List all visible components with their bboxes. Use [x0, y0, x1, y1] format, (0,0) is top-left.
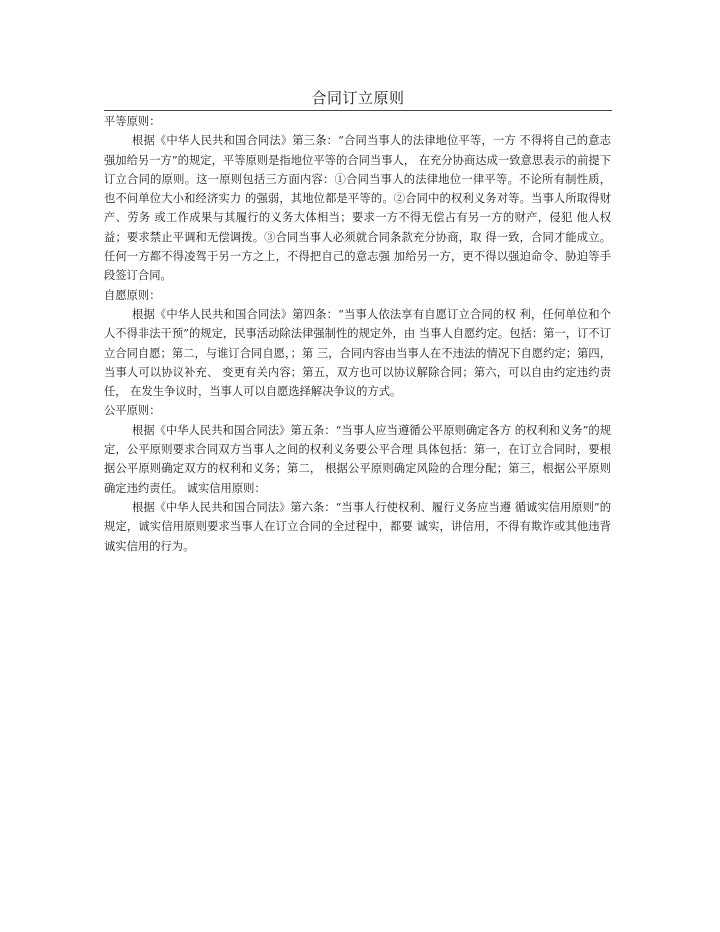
- section-paragraph-voluntariness: 根据《中华人民共和国合同法》第四条：“当事人依法享有自愿订立合同的权 利，任何单位和个人不得非法干预”的规定，民事活动除法律强制性的规定外，由 当事人自愿约定。包括：第一，订不订立合同自愿；第二，与谁订合同自愿，；第 三，合同内容由当事人在不违法的情况下自愿约定；第四，当事人可以协议补充、 变更有关内容；第五，双方也可以协议解除合同；第六，可以自由约定违约责任， 在发生争议时，当事人可以自愿选择解决争议的方式。: [104, 307, 611, 399]
- section-heading-voluntariness: 自愿原则：: [104, 288, 161, 302]
- document-title: 合同订立原则: [311, 89, 405, 107]
- section-heading-fairness: 公平原则：: [104, 404, 161, 418]
- section-heading-equality: 平等原则：: [104, 115, 161, 128]
- section-paragraph-equality: 根据《中华人民共和国合同法》第三条：“合同当事人的法律地位平等，一方 不得将自己的意志强加给另一方”的规定，平等原则是指地位平等的合同当事人， 在充分协商达成一致意思表示的前提下订立合同的原则。这一原则包括三方面内容：①合同当事人的法律地位一律平等。不论所有制性质，也不问单位大小和经济实力 的强弱，其地位都是平等的。②合同中的权利义务对等。当事人所取得财产、劳务 或工作成果与其履行的义务大体相当；要求一方不得无偿占有另一方的财产，侵犯 他人权益；要求禁止平调和无偿调拨。③合同当事人必须就合同条款充分协商，取 得一致，合同才能成立。任何一方都不得凌驾于另一方之上，不得把自己的意志强 加给另一方，更不得以强迫命令、胁迫等手段签订合同。: [104, 134, 611, 283]
- section-paragraph-good-faith: 根据《中华人民共和国合同法》第六条：“当事人行使权利、履行义务应当遵 循诚实信用原则”的规定，诚实信用原则要求当事人在订立合同的全过程中，都要 诚实，讲信用，不得有欺诈或其他违背诚实信用的行为。: [104, 500, 611, 553]
- document-body: [104, 112, 611, 556]
- section-paragraph-fairness: 根据《中华人民共和国合同法》第五条：“当事人应当遵循公平原则确定各方 的权利和义务”的规定，公平原则要求合同双方当事人之间的权利义务要公平合理 具体包括：第一，在订立合同时，要根据公平原则确定双方的权利和义务；第二， 根据公平原则确定风险的合理分配；第三，根据公平原则确定违约责任。 诚实信用原则：: [104, 423, 611, 495]
- title-underline: [104, 110, 612, 111]
